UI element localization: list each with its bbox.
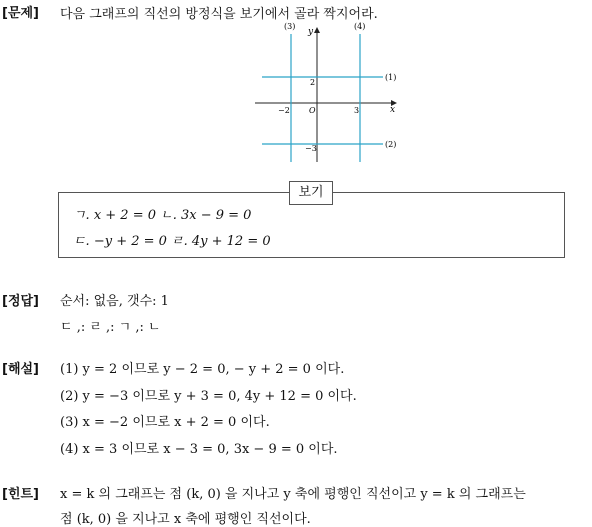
problem-text: 다음 그래프의 직선의 방정식을 보기에서 골라 짝지어라. — [60, 7, 378, 22]
answer-line-1: 순서: 없음, 갯수: 1 — [60, 294, 169, 309]
tick-y-neg3: −3 — [305, 144, 317, 153]
explanation-tag: [해설] — [2, 362, 39, 377]
answer-tag: [정답] — [2, 294, 39, 309]
answer-line-2: ㄷ ,: ㄹ ,: ㄱ ,: ㄴ — [60, 320, 161, 335]
choices-row-1: ㄱ. x + 2 = 0 ㄴ. 3x − 9 = 0 — [73, 208, 252, 223]
hint-line-2: 점 (k, 0) 을 지나고 x 축에 평행인 직선이다. — [60, 512, 311, 527]
y-axis-label: y — [308, 27, 314, 37]
tick-x-3: 3 — [354, 106, 360, 115]
hint-tag: [힌트] — [2, 487, 39, 502]
y-axis-arrow — [314, 27, 320, 33]
line-1-label: (1) — [385, 73, 397, 82]
line-3-label: (3) — [284, 22, 296, 31]
explanation-line: (4) x = 3 이므로 x − 3 = 0, 3x − 9 = 0 이다. — [60, 442, 338, 457]
tick-x-neg2: −2 — [278, 106, 290, 115]
x-axis-label: x — [390, 105, 396, 115]
choices-row-2: ㄷ. −y + 2 = 0 ㄹ. 4y + 12 = 0 — [73, 234, 271, 249]
hint-line-1: x = k 의 그래프는 점 (k, 0) 을 지나고 y 축에 평행인 직선이고 y = k 의 그래프는 — [60, 487, 526, 502]
explanation-line: (1) y = 2 이므로 y − 2 = 0, − y + 2 = 0 이다. — [60, 362, 345, 377]
choices-title: 보기 — [289, 181, 333, 205]
tick-y-2: 2 — [310, 78, 316, 87]
explanation-line: (2) y = −3 이므로 y + 3 = 0, 4y + 12 = 0 이다. — [60, 389, 357, 404]
problem-tag: [문제] — [2, 6, 39, 21]
line-2-label: (2) — [385, 140, 397, 149]
explanation-line: (3) x = −2 이므로 x + 2 = 0 이다. — [60, 415, 270, 430]
line-4-label: (4) — [354, 22, 366, 31]
line-graph — [250, 20, 410, 165]
origin-label: O — [309, 106, 316, 115]
